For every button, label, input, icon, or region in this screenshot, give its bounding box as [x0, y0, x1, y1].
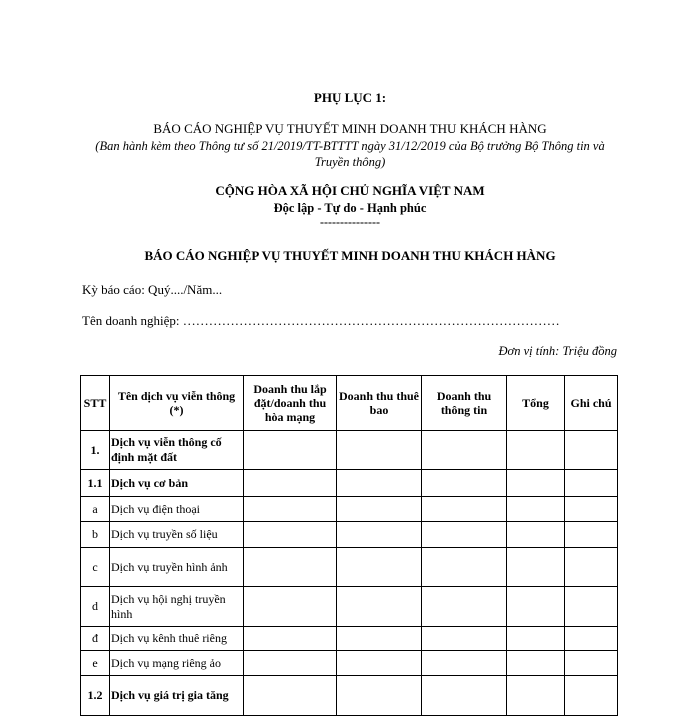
header-information-revenue: Doanh thu thông tin: [422, 376, 507, 431]
currency-unit: Đơn vị tính: Triệu đồng: [498, 344, 617, 358]
cell-subscription[interactable]: [337, 676, 422, 716]
table-row: [81, 676, 618, 716]
header-subscription-revenue: Doanh thu thuê bao: [337, 376, 422, 431]
document-title: BÁO CÁO NGHIỆP VỤ THUYẾT MINH DOANH THU KHÁCH HÀNG: [153, 121, 547, 136]
cell-subscription[interactable]: [337, 431, 422, 470]
cell-total[interactable]: [507, 431, 565, 470]
cell-notes[interactable]: [565, 497, 618, 522]
national-motto: Độc lập - Tự do - Hạnh phúc: [273, 201, 427, 215]
cell-total[interactable]: [507, 522, 565, 548]
country-name: CỘNG HÒA XÃ HỘI CHỦ NGHĨA VIỆT NAM: [215, 183, 485, 198]
row-service-name: Dịch vụ kênh thuê riêng: [110, 627, 244, 651]
cell-notes[interactable]: [565, 470, 618, 497]
table-row: [81, 548, 618, 587]
cell-installation[interactable]: [244, 522, 337, 548]
table-header-row: [81, 376, 618, 431]
cell-subscription[interactable]: [337, 470, 422, 497]
cell-information[interactable]: [422, 651, 507, 676]
header-total: Tổng: [507, 376, 565, 431]
row-service-name: Dịch vụ giá trị gia tăng: [110, 676, 244, 716]
row-stt: 1.: [81, 431, 110, 470]
row-stt: d: [81, 587, 110, 627]
cell-notes[interactable]: [565, 587, 618, 627]
cell-notes[interactable]: [565, 627, 618, 651]
cell-subscription[interactable]: [337, 627, 422, 651]
company-name-line: Tên doanh nghiệp: ……………………………………………………………………………: [82, 313, 560, 328]
issuance-note: (Ban hành kèm theo Thông tư số 21/2019/TT-BTTTT ngày 31/12/2019 của Bộ trưởng Bộ Thông tin và Truyền thông): [95, 139, 605, 169]
row-stt: e: [81, 651, 110, 676]
cell-notes[interactable]: [565, 431, 618, 470]
appendix-label: PHỤ LỤC 1:: [313, 90, 387, 105]
row-stt: a: [81, 497, 110, 522]
cell-notes[interactable]: [565, 522, 618, 548]
cell-information[interactable]: [422, 470, 507, 497]
table-row: [81, 431, 618, 470]
row-stt: b: [81, 522, 110, 548]
table-row: [81, 587, 618, 627]
cell-installation[interactable]: [244, 470, 337, 497]
cell-installation[interactable]: [244, 587, 337, 627]
cell-installation[interactable]: [244, 431, 337, 470]
cell-total[interactable]: [507, 497, 565, 522]
cell-notes[interactable]: [565, 676, 618, 716]
report-title: BÁO CÁO NGHIỆP VỤ THUYẾT MINH DOANH THU KHÁCH HÀNG: [144, 248, 556, 263]
row-stt: 1.1: [81, 470, 110, 497]
cell-installation[interactable]: [244, 651, 337, 676]
header-notes: Ghi chú: [565, 376, 618, 431]
cell-installation[interactable]: [244, 627, 337, 651]
row-service-name: Dịch vụ truyền số liệu: [110, 522, 244, 548]
cell-subscription[interactable]: [337, 497, 422, 522]
cell-total[interactable]: [507, 676, 565, 716]
cell-subscription[interactable]: [337, 522, 422, 548]
row-stt: c: [81, 548, 110, 587]
cell-installation[interactable]: [244, 548, 337, 587]
table-row: [81, 651, 618, 676]
cell-total[interactable]: [507, 548, 565, 587]
revenue-table: [80, 375, 618, 716]
row-service-name: Dịch vụ cơ bản: [110, 470, 244, 497]
cell-subscription[interactable]: [337, 548, 422, 587]
cell-total[interactable]: [507, 587, 565, 627]
row-stt: 1.2: [81, 676, 110, 716]
cell-information[interactable]: [422, 676, 507, 716]
row-stt: đ: [81, 627, 110, 651]
row-service-name: Dịch vụ điện thoại: [110, 497, 244, 522]
row-service-name: Dịch vụ viễn thông cố định mặt đất: [110, 431, 244, 470]
cell-information[interactable]: [422, 522, 507, 548]
header-installation-revenue: Doanh thu lắp đặt/doanh thu hòa mạng: [244, 376, 337, 431]
header-service-name: Tên dịch vụ viễn thông (*): [110, 376, 244, 431]
cell-information[interactable]: [422, 497, 507, 522]
table-row: [81, 497, 618, 522]
cell-total[interactable]: [507, 651, 565, 676]
cell-notes[interactable]: [565, 548, 618, 587]
cell-notes[interactable]: [565, 651, 618, 676]
cell-information[interactable]: [422, 627, 507, 651]
cell-total[interactable]: [507, 470, 565, 497]
cell-information[interactable]: [422, 587, 507, 627]
cell-subscription[interactable]: [337, 587, 422, 627]
row-service-name: Dịch vụ hội nghị truyền hình: [110, 587, 244, 627]
cell-information[interactable]: [422, 548, 507, 587]
header-stt: STT: [81, 376, 110, 431]
table-row: [81, 470, 618, 497]
report-period: Kỳ báo cáo: Quý..../Năm...: [82, 282, 223, 297]
cell-subscription[interactable]: [337, 651, 422, 676]
cell-information[interactable]: [422, 431, 507, 470]
motto-separator: ---------------: [320, 215, 380, 229]
table-row: [81, 627, 618, 651]
row-service-name: Dịch vụ mạng riêng ảo: [110, 651, 244, 676]
cell-total[interactable]: [507, 627, 565, 651]
table-row: [81, 522, 618, 548]
row-service-name: Dịch vụ truyền hình ảnh: [110, 548, 244, 587]
cell-installation[interactable]: [244, 676, 337, 716]
cell-installation[interactable]: [244, 497, 337, 522]
